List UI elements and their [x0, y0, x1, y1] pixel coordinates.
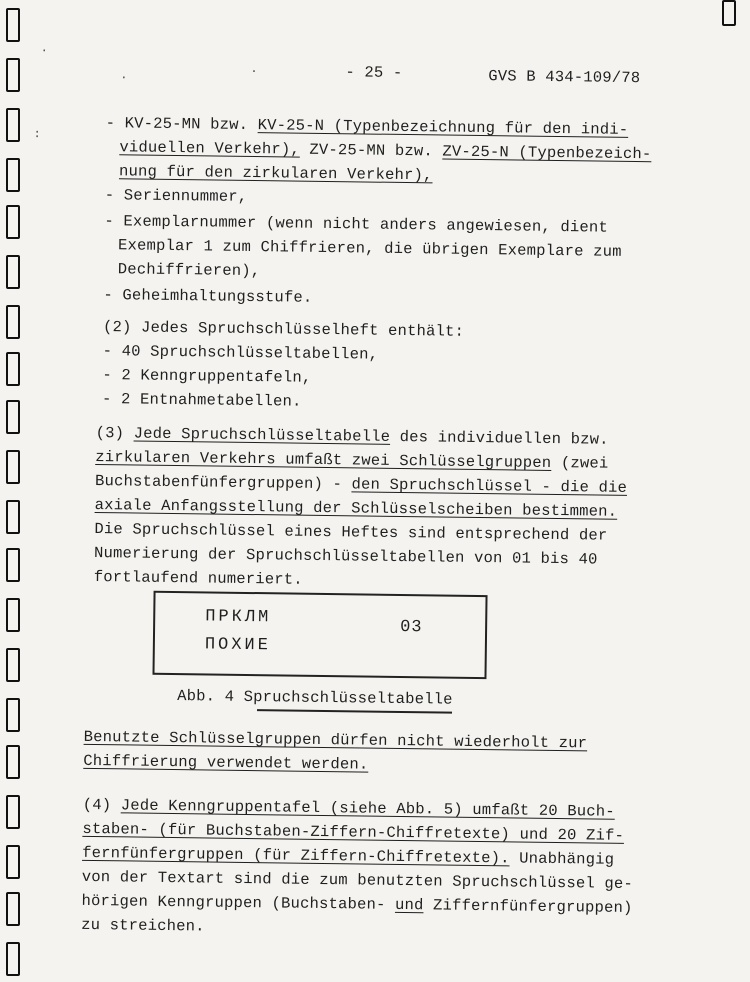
- list-item: Dechiffrieren),: [117, 260, 261, 281]
- note-line: Benutzte Schlüsselgruppen dürfen nicht wiederholt zur: [83, 727, 588, 753]
- scan-speck: :: [33, 127, 41, 142]
- document-id: GVS B 434-109/78: [488, 67, 641, 88]
- list-item: Exemplar 1 zum Chiffrieren, die übrigen Exemplare zum: [117, 236, 622, 261]
- list-item: - 2 Kenngruppentafeln,: [102, 366, 312, 387]
- section-4-line: hörigen Kenngruppen (Buchstaben- und Ziffernfünfergruppen): [81, 891, 633, 918]
- scan-speck: .: [40, 41, 48, 56]
- section-2-intro: (2) Jedes Spruchschlüsselheft enthält:: [102, 318, 465, 341]
- list-item: viduellen Verkehr), ZV-25-MN bzw. ZV-25-N (Typenbezeich-: [119, 138, 652, 164]
- section-3-line: (3) Jede Spruchschlüsseltabelle des individuellen bzw.: [95, 423, 609, 449]
- caption-underline: [257, 709, 452, 713]
- key-table-figure: [152, 591, 487, 679]
- section-3-line: Buchstabenfünfergruppen) - den Spruchschlüssel - die die: [94, 471, 628, 497]
- section-3-line: axiale Anfangsstellung der Schlüsselscheiben bestimmen.: [94, 495, 618, 521]
- scan-speck: .: [120, 68, 128, 83]
- key-group-2: ПОХИЕ: [204, 635, 272, 656]
- list-item: - Exemplarnummer (wenn nicht anders angewiesen, dient: [104, 212, 609, 237]
- section-4-line: staben- (für Buchstaben-Ziffern-Chiffretexte) und 20 Zif-: [82, 819, 625, 845]
- table-number: 03: [399, 617, 423, 638]
- key-group-1: ПРКЛМ: [205, 607, 272, 628]
- section-4-line: von der Textart sind die zum benutzten Spruchschlüssel ge-: [81, 867, 633, 894]
- section-4-line: zu streichen.: [81, 915, 205, 936]
- note-line: Chiffrierung verwendet werden.: [83, 751, 369, 774]
- list-item: - Geheimhaltungsstufe.: [103, 286, 313, 307]
- list-item: - Seriennummer,: [104, 186, 248, 206]
- list-item: - 40 Spruchschlüsseltabellen,: [102, 342, 379, 364]
- section-3-line: Die Spruchschlüssel eines Heftes sind entsprechend der: [94, 519, 608, 545]
- section-4-line: (4) Jede Kenngruppentafel (siehe Abb. 5) umfaßt 20 Buch-: [82, 795, 615, 821]
- section-3-line: Numerierung der Spruchschlüsseltabellen von 01 bis 40: [93, 543, 598, 569]
- figure-caption: Abb. 4 Spruchschlüsseltabelle: [177, 687, 453, 709]
- section-4-line: fernfünfergruppen (für Ziffern-Chiffretexte). Unabhängig: [82, 843, 615, 869]
- list-item: - KV-25-MN bzw. KV-25-N (Typenbezeichnung für den indi-: [105, 114, 629, 139]
- list-item: nung für den zirkularen Verkehr),: [118, 162, 433, 185]
- section-3-line: zirkularen Verkehrs umfaßt zwei Schlüsselgruppen (zwei: [95, 447, 609, 473]
- page-number: - 25 -: [345, 63, 403, 82]
- section-3-line: fortlaufend numeriert.: [93, 567, 303, 589]
- scan-speck: .: [250, 61, 258, 77]
- list-item: - 2 Entnahmetabellen.: [101, 390, 302, 411]
